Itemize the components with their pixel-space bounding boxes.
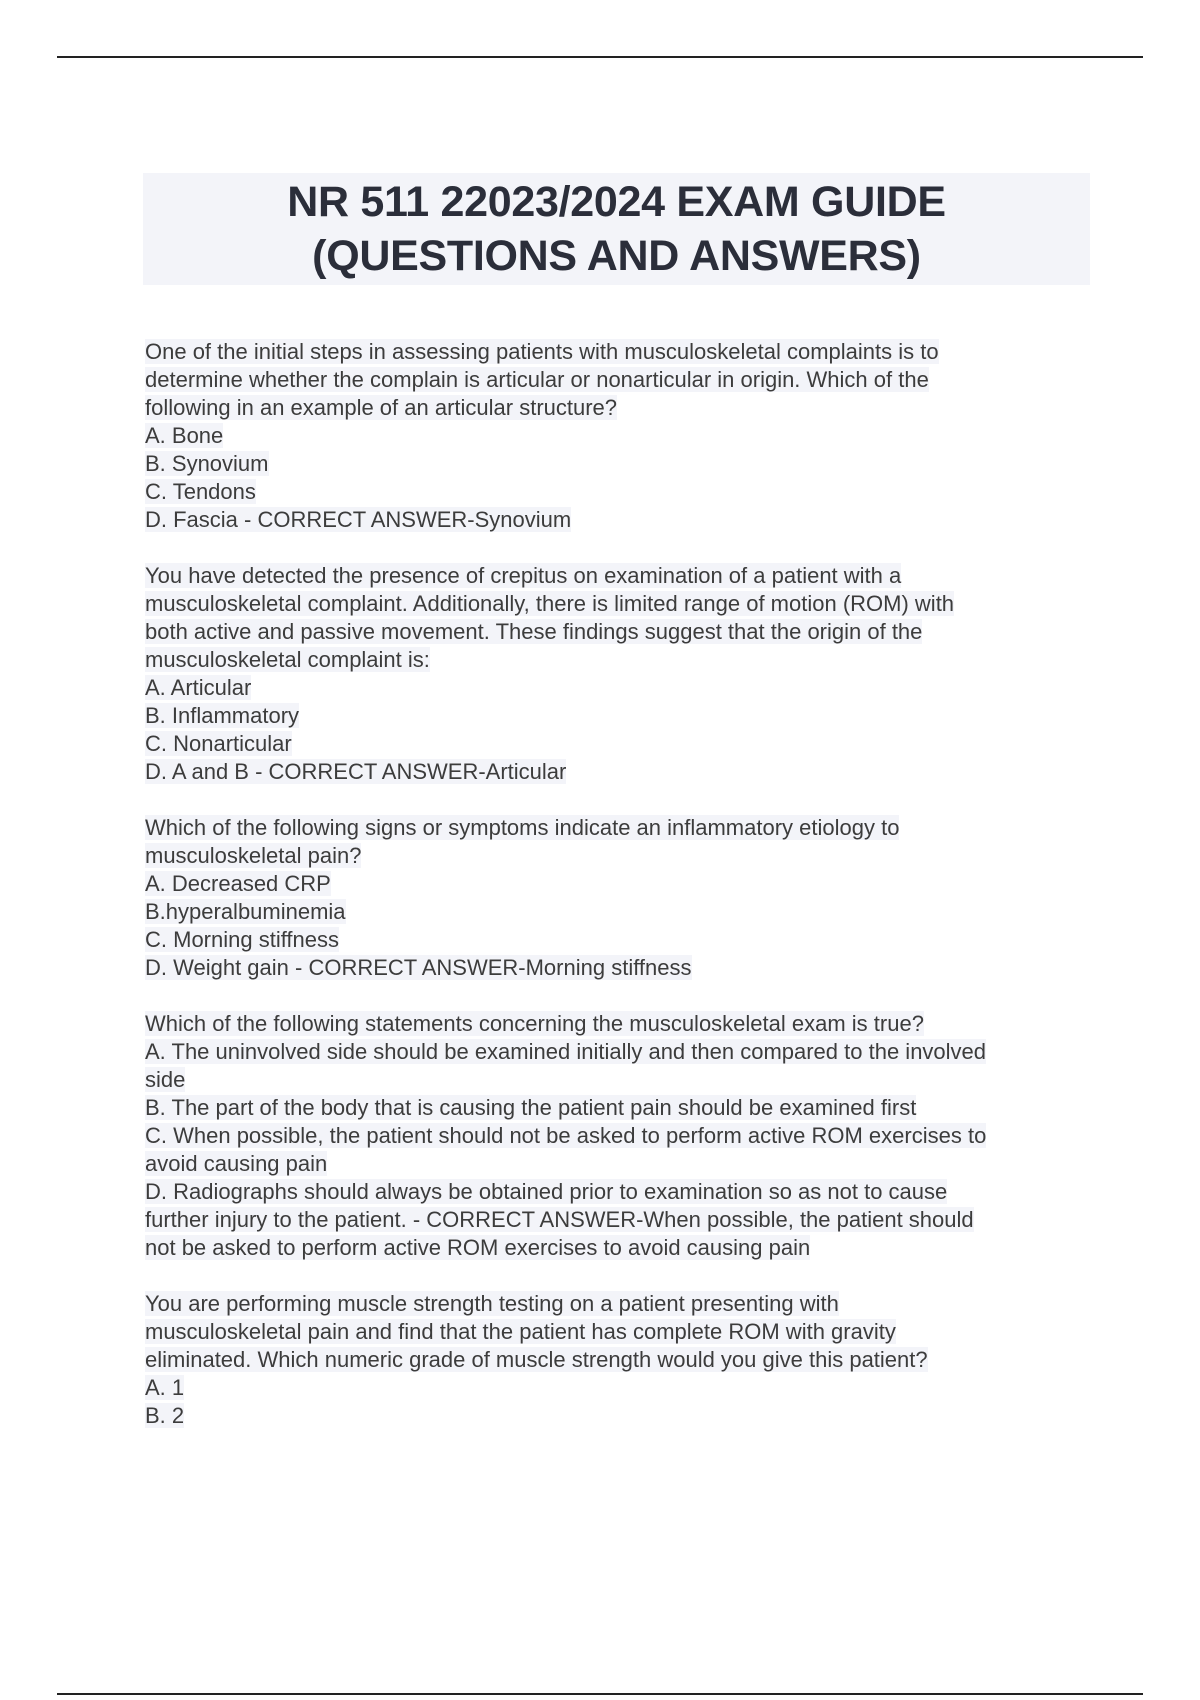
answer-option: B. 2	[145, 1403, 185, 1428]
question-text-line: determine whether the complain is articular or nonarticular in origin. Which of the	[145, 367, 929, 392]
answer-option-with-correct-answer: D. Weight gain - CORRECT ANSWER-Morning stiffness	[145, 955, 692, 980]
question-3	[145, 814, 1105, 982]
question-text-line: You have detected the presence of crepitus on examination of a patient with a	[145, 563, 902, 588]
answer-option-with-correct-answer: further injury to the patient. - CORRECT ANSWER-When possible, the patient should	[145, 1207, 974, 1232]
question-5	[145, 1290, 1105, 1430]
answer-option: B. The part of the body that is causing the patient pain should be examined first	[145, 1095, 917, 1120]
answer-option: C. Nonarticular	[145, 731, 292, 756]
answer-option: B. Synovium	[145, 451, 269, 476]
answer-option: A. Decreased CRP	[145, 871, 331, 896]
answer-option: C. When possible, the patient should not be asked to perform active ROM exercises to	[145, 1123, 987, 1148]
answer-option: avoid causing pain	[145, 1151, 328, 1176]
answer-option: A. Articular	[145, 675, 252, 700]
answer-option: A. 1	[145, 1375, 185, 1400]
answer-option: A. Bone	[145, 423, 224, 448]
question-text-line: eliminated. Which numeric grade of muscle strength would you give this patient?	[145, 1347, 928, 1372]
bottom-rule	[57, 1693, 1143, 1695]
question-text-line: One of the initial steps in assessing patients with musculoskeletal complaints is to	[145, 339, 939, 364]
answer-option-with-correct-answer: D. A and B - CORRECT ANSWER-Articular	[145, 759, 567, 784]
question-text-line: following in an example of an articular structure?	[145, 395, 618, 420]
document-title	[143, 173, 1090, 285]
question-list	[145, 338, 1105, 1458]
answer-option-with-correct-answer: D. Fascia - CORRECT ANSWER-Synovium	[145, 507, 572, 532]
answer-option: B.hyperalbuminemia	[145, 899, 346, 924]
question-text-line: musculoskeletal pain and find that the patient has complete ROM with gravity	[145, 1319, 896, 1344]
question-2	[145, 562, 1105, 786]
question-text-line: musculoskeletal pain?	[145, 843, 362, 868]
question-4	[145, 1010, 1105, 1262]
title-line-1: NR 511 22023/2024 EXAM GUIDE	[287, 178, 946, 226]
question-text-line: musculoskeletal complaint. Additionally, there is limited range of motion (ROM) with	[145, 591, 955, 616]
question-text-line: musculoskeletal complaint is:	[145, 647, 430, 672]
title-line-2: (QUESTIONS AND ANSWERS)	[312, 232, 921, 280]
answer-option: B. Inflammatory	[145, 703, 300, 728]
top-rule	[57, 56, 1143, 58]
answer-option: A. The uninvolved side should be examined initially and then compared to the involved	[145, 1039, 987, 1064]
answer-option: side	[145, 1067, 186, 1092]
question-text-line: Which of the following statements concerning the musculoskeletal exam is true?	[145, 1011, 924, 1036]
question-1	[145, 338, 1105, 534]
question-text-line: You are performing muscle strength testing on a patient presenting with	[145, 1291, 839, 1316]
answer-option: D. Radiographs should always be obtained prior to examination so as not to cause	[145, 1179, 948, 1204]
question-text-line: Which of the following signs or symptoms indicate an inflammatory etiology to	[145, 815, 900, 840]
question-text-line: both active and passive movement. These findings suggest that the origin of the	[145, 619, 923, 644]
answer-option: C. Tendons	[145, 479, 256, 504]
answer-option: C. Morning stiffness	[145, 927, 340, 952]
correct-answer-text: not be asked to perform active ROM exercises to avoid causing pain	[145, 1235, 811, 1260]
